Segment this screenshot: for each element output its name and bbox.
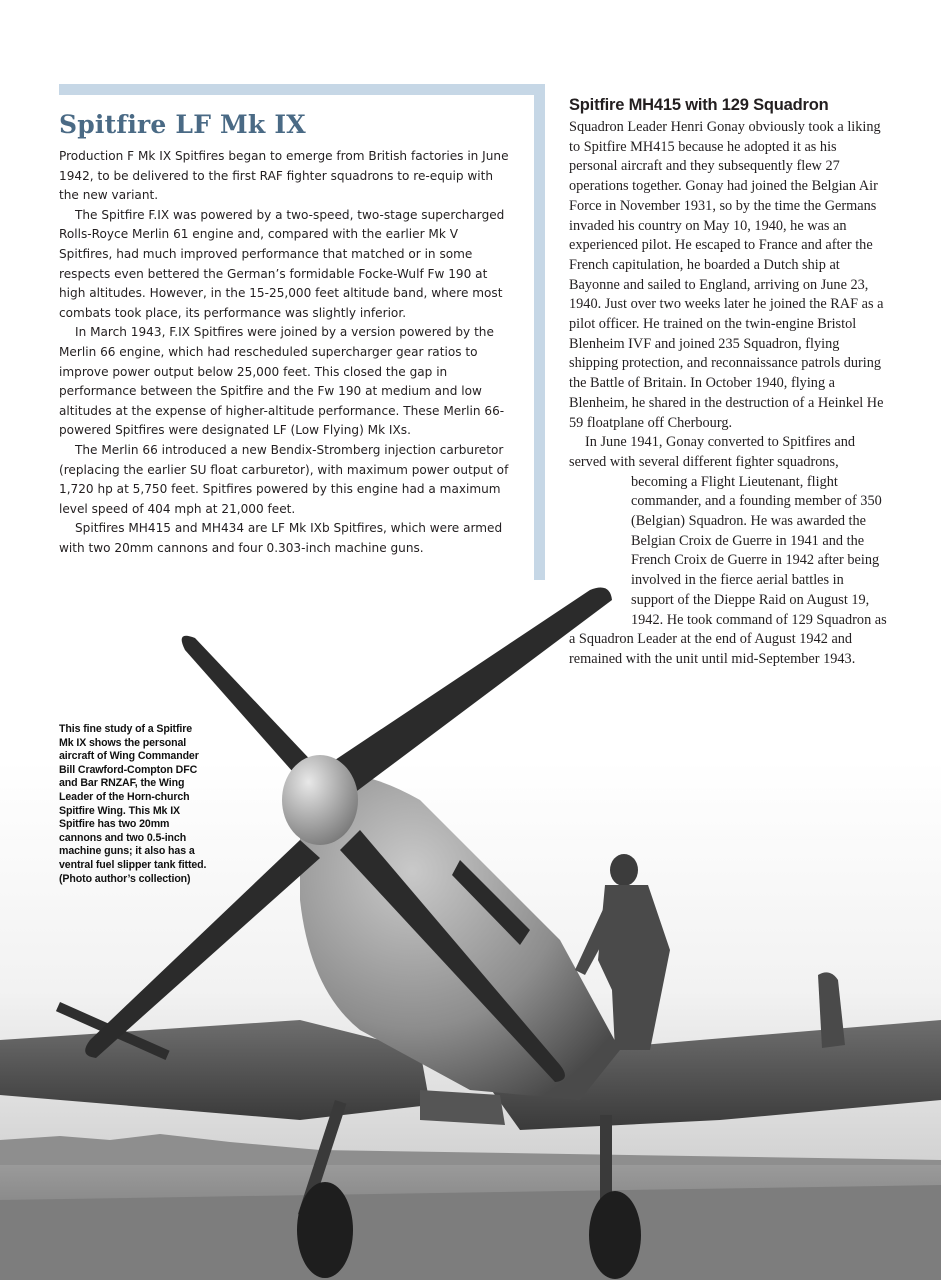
pilot-head — [610, 854, 638, 886]
sidebar-paragraph: Production F Mk IX Spitfires began to emerge from British factories in June 1942, to be delivered to the first RAF fighter squadrons to re-equip with the new variant. — [59, 149, 509, 203]
article — [569, 96, 887, 670]
sidebar-paragraph: In March 1943, F.IX Spitfires were joined by a version powered by the Merlin 66 engine, which had rescheduled supercharger gear ratios to improve power output below 25,000 feet. This closed the gap in performance between the Spitfire and the Fw 190 at medium and low altitudes at the expense of higher-altitude performance. These Merlin 66-powered Spitfires were designated LF (Low Flying) Mk IXs. — [59, 325, 505, 438]
runway — [0, 1185, 941, 1280]
sidebar-paragraph: The Spitfire F.IX was powered by a two-speed, two-stage supercharged Rolls-Royce Merlin 61 engine and, compared with the earlier Mk V Spitfires, had much improved performance that matched or in some respects even bettered the German’s formidable Focke-Wulf Fw 190 at high altitudes. However, in the 15-25,000 feet altitude band, where most combats took place, its performance was slightly inferior. — [59, 207, 505, 320]
photo-caption: This fine study of a Spitfire Mk IX shows the personal aircraft of Wing Commander Bill Crawford-Compton DFC and Bar RNZAF, the Wing Leader of the Horn-church Spitfire Wing. This Mk IX Spitfire has two 20mm cannons and two 0.5-inch machine guns; it also has a ventral fuel slipper tank fitted. (Photo author’s collection) — [59, 723, 207, 885]
spinner — [282, 755, 358, 845]
article-paragraph-2: In June 1941, Gonay converted to Spitfires and served with several different fighter squadrons, becoming a Flight Lieutenant, flight commander, and a founding member of 350 (Belgian) Squadron. He was awarded the Belgian Croix de Guerre in 1941 and the French Croix de Guerre in 1942 after being involved in the fierce aerial battles in support of the Dieppe Raid on August 19, 1942. He took command of 129 Squadron as a Squadron Leader at the end of August 1942 and remained with the unit until mid-September 1943. — [569, 434, 887, 667]
article-paragraph-1: Squadron Leader Henri Gonay obviously took a liking to Spitfire MH415 because he adopted it as his personal aircraft and they subsequently flew 27 operations together. Gonay had joined the Belgian Air Force in November 1931, so by the time the Germans invaded his country on May 10, 1940, he was an experienced pilot. He escaped to France and after the French capitulation, he boarded a Dutch ship at Bayonne and sailed to England, arriving on June 23, 1940. Just over two weeks later he joined the RAF as a pilot officer. He trained on the twin-engine Bristol Blenheim IVF and joined 235 Squadron, flying shipping protection, and reconnaissance patrols during the Battle of Britain. In October 1940, flying a Blenheim, he shared in the destruction of a Heinkel He 59 floatplane off Cherbourg. — [569, 119, 884, 431]
sidebar-paragraph: The Merlin 66 introduced a new Bendix-Stromberg injection carburetor (replacing the earlier SU float carburetor), with maximum power output of 1,720 hp at 5,750 feet. Spitfires powered by this engine had a maximum level speed of 404 mph at 21,000 feet. — [59, 442, 509, 516]
article-heading: Spitfire MH415 with 129 Squadron — [569, 96, 829, 114]
sidebar-title: Spitfire LF Mk IX — [59, 110, 306, 139]
wheel-right — [589, 1191, 641, 1279]
article-paragraph-2-wrap — [569, 433, 887, 669]
sidebar-paragraph: Spitfires MH415 and MH434 are LF Mk IXb Spitfires, which were armed with two 20mm cannons and four 0.303-inch machine guns. — [59, 521, 503, 555]
radiator — [420, 1090, 505, 1125]
wheel-left — [297, 1182, 353, 1278]
sidebar — [59, 84, 537, 558]
